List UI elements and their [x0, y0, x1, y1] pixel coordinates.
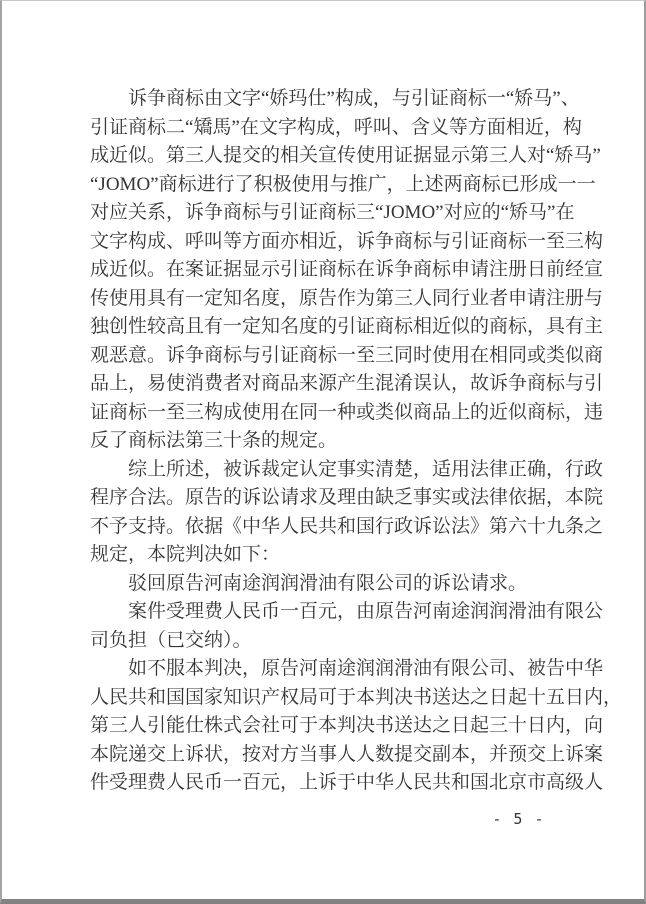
text-line: 如不服本判决，原告河南途润润滑油有限公司、被告中华 — [128, 658, 604, 679]
paragraph — [90, 655, 623, 798]
text-line: 文字构成、呼叫等方面亦相近，诉争商标与引证商标一至三构 — [90, 230, 604, 252]
text-line: 对应关系，诉争商标与引证商标三“JOMO”对应的“矫马”在 — [90, 202, 575, 223]
text-line: 品上，易使消费者对商品来源产生混淆误认，故诉争商标与引 — [90, 373, 604, 394]
text-line: 司负担（已交纳）。 — [90, 629, 252, 651]
text-line: 传使用具有一定知名度，原告作为第三人同行业者申请注册与 — [90, 287, 604, 309]
text-line: 引证商标二“矯馬”在文字构成，呼叫、含义等方面相近，构 — [90, 116, 582, 138]
judgment-text — [90, 85, 623, 798]
text-line: 诉争商标由文字“娇玛仕”构成，与引证商标一“矫马”、 — [128, 88, 580, 109]
text-line: 程序合法。原告的诉讼请求及理由缺乏事实或法律依据，本院 — [90, 487, 604, 508]
text-line: 独创性较高且有一定知名度的引证商标相近似的商标，具有主 — [90, 316, 604, 337]
text-line: 件受理费人民币一百元，上诉于中华人民共和国北京市高级人 — [90, 772, 604, 793]
text-line: 规定，本院判决如下： — [90, 544, 281, 565]
paragraph — [90, 85, 604, 456]
text-line: 观恶意。诉争商标与引证商标一至三同时使用在相同或类似商 — [90, 344, 604, 366]
text-line: 驳回原告河南途润润滑油有限公司的诉讼请求。 — [128, 572, 528, 594]
text-line: 成近似。在案证据显示引证商标在诉争商标申请注册日前经宣 — [90, 259, 604, 280]
text-line: 不予支持。依据《中华人民共和国行政诉讼法》第六十九条之 — [90, 515, 604, 537]
text-line: 成近似。第三人提交的相关宣传使用证据显示第三人对“矫马” — [90, 145, 601, 166]
text-line: 人民共和国国家知识产权局可于本判决书送达之日起十五日内， — [90, 686, 623, 708]
text-line: 证商标一至三构成使用在同一种或类似商品上的近似商标，违 — [90, 401, 604, 423]
paragraph — [90, 570, 573, 599]
text-line: 第三人引能仕株式会社可于本判决书送达之日起三十日内，向 — [90, 715, 604, 736]
page-number: - 5 - — [492, 810, 545, 828]
text-line: 综上所述，被诉裁定认定事实清楚，适用法律正确，行政 — [128, 458, 604, 480]
text-line: 反了商标法第三十条的规定。 — [90, 430, 338, 451]
paragraph — [90, 598, 604, 655]
text-line: 案件受理费人民币一百元，由原告河南途润润滑油有限公 — [128, 601, 604, 622]
text-line: 本院递交上诉状，按对方当事人人数提交副本，并预交上诉案 — [90, 743, 604, 765]
paragraph — [90, 456, 604, 570]
text-line: “JOMO”商标进行了积极使用与推广，上述两商标已形成一一 — [90, 173, 596, 195]
